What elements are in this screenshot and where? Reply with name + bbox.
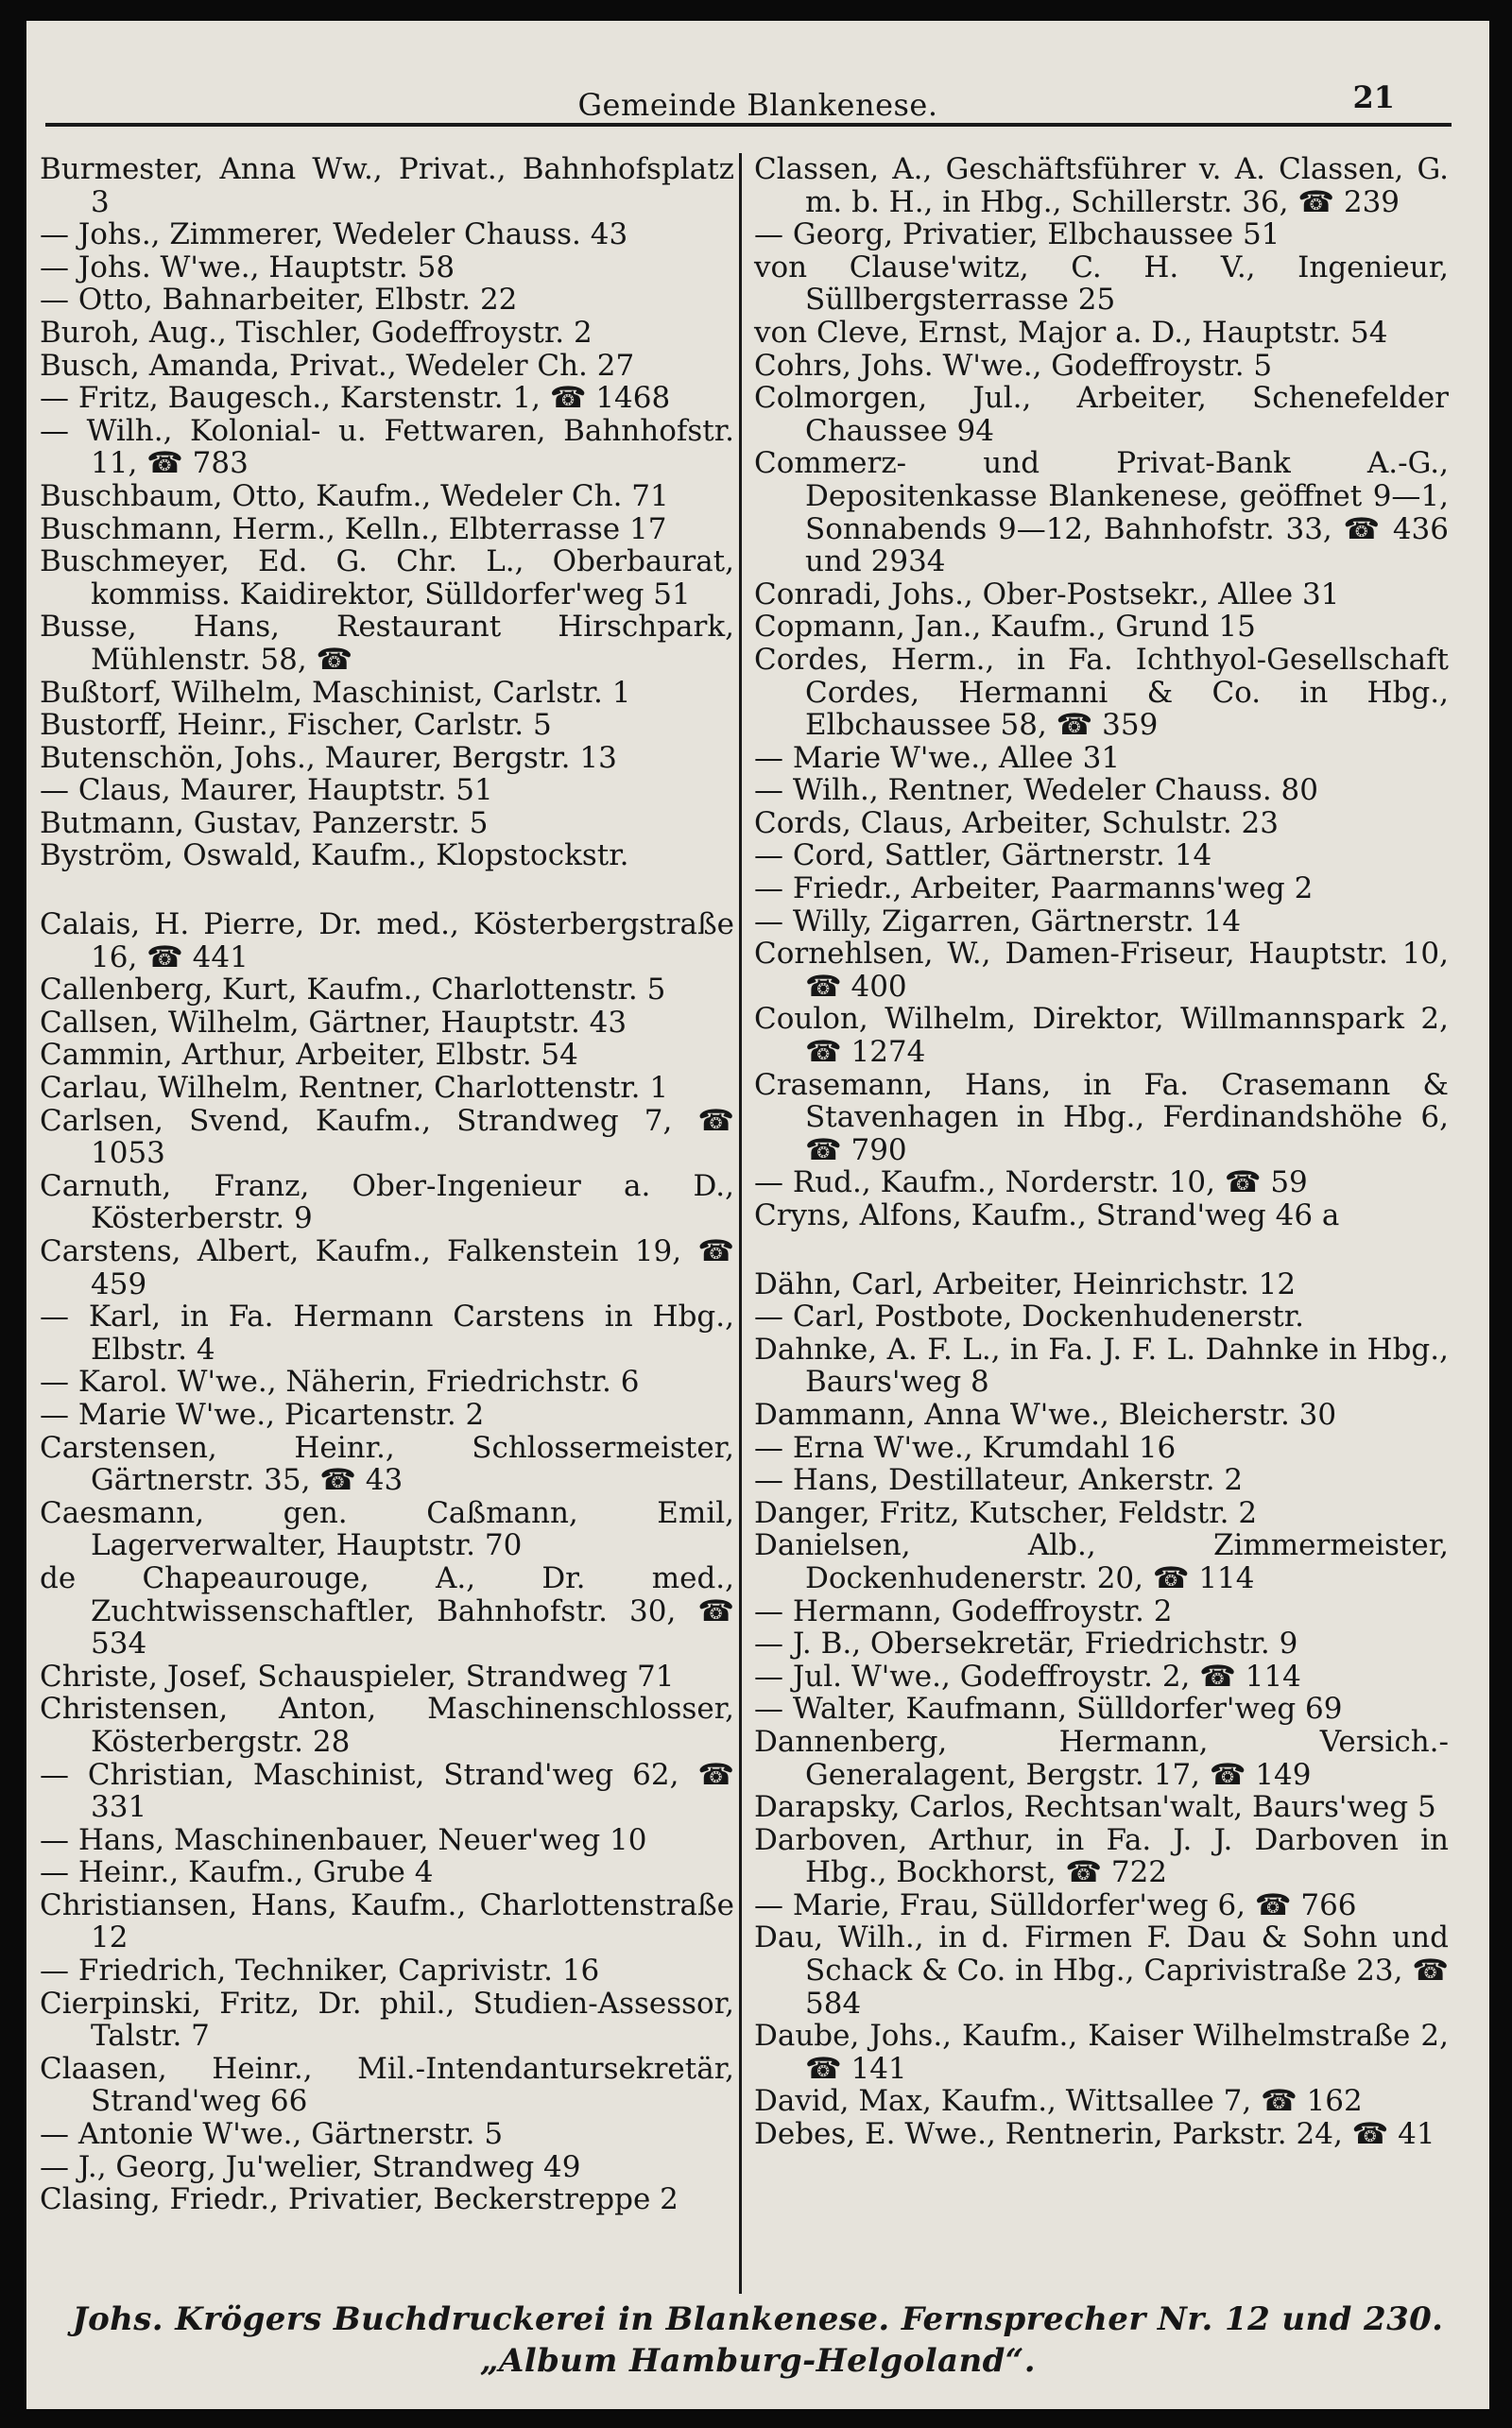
directory-page (26, 21, 1489, 2409)
directory-entry: Cammin, Arthur, Arbeiter, Elbstr. 54 (40, 1038, 578, 1073)
directory-entry: Crasemann, Hans, in Fa. Crasemann & Stavenhagen in Hbg., Ferdinandshöhe 6, ☎ 790 (754, 1067, 1449, 1167)
directory-entry: — Hermann, Godeffroystr. 2 (754, 1593, 1173, 1628)
directory-entry: Buschmann, Herm., Kelln., Elbterrasse 17 (40, 511, 667, 546)
directory-entry: Carstensen, Heinr., Schlossermeister, Gärtnerstr. 35, ☎ 43 (40, 1430, 734, 1498)
directory-entry: von Cleve, Ernst, Major a. D., Hauptstr. 54 (754, 315, 1388, 350)
directory-entry: — Friedrich, Techniker, Caprivistr. 16 (40, 1954, 600, 1989)
directory-entry: Darboven, Arthur, in Fa. J. J. Darboven in Hbg., Bockhorst, ☎ 722 (754, 1822, 1449, 1890)
directory-entry: Buschbaum, Otto, Kaufm., Wedeler Ch. 71 (40, 478, 669, 513)
directory-entry: — Johs. W'we., Hauptstr. 58 (40, 250, 455, 284)
directory-entry: — Willy, Zigarren, Gärtnerstr. 14 (754, 904, 1242, 938)
directory-entry: Bußtorf, Wilhelm, Maschinist, Carlstr. 1 (40, 675, 631, 710)
page-number: 21 (1352, 79, 1395, 115)
directory-entry: Danielsen, Alb., Zimmermeister, Dockenhudenerstr. 20, ☎ 114 (754, 1528, 1449, 1595)
directory-entry: Commerz- und Privat-Bank A.-G., Depositenkasse Blankenese, geöffnet 9—1, Sonnabends 9—12, Bahnhofstr. 33, ☎ 436 und 2934 (754, 446, 1449, 579)
directory-entry: Classen, A., Geschäftsführer v. A. Classen, G. m. b. H., in Hbg., Schillerstr. 36, ☎ 239 (754, 152, 1449, 219)
directory-entry: Bustorff, Heinr., Fischer, Carlstr. 5 (40, 708, 552, 743)
directory-entry: Dau, Wilh., in d. Firmen F. Dau & Sohn und Schack & Co. in Hbg., Caprivistraße 23, ☎ 584 (754, 1920, 1449, 2021)
directory-entry: Claasen, Heinr., Mil.-Intendantursekretär, Strand'weg 66 (40, 2051, 734, 2119)
directory-entry: Byström, Oswald, Kaufm., Klopstockstr. (40, 838, 629, 873)
directory-entry: Clasing, Friedr., Privatier, Beckerstreppe 2 (40, 2182, 679, 2217)
directory-entry: — Jul. W'we., Godeffroystr. 2, ☎ 114 (754, 1659, 1301, 1694)
directory-entry: Carlau, Wilhelm, Rentner, Charlottenstr. 1 (40, 1071, 669, 1106)
directory-entry: — Georg, Privatier, Elbchaussee 51 (754, 217, 1280, 252)
directory-entry: — Carl, Postbote, Dockenhudenerstr. (754, 1300, 1305, 1335)
directory-entry: — Marie W'we., Picartenstr. 2 (40, 1397, 485, 1432)
album-advert: „Album Hamburg-Helgoland“. (480, 2342, 1036, 2380)
directory-entry: — J., Georg, Ju'welier, Strandweg 49 (40, 2149, 581, 2184)
directory-entry: — Johs., Zimmerer, Wedeler Chauss. 43 (40, 217, 628, 252)
directory-entry: — Marie, Frau, Sülldorfer'weg 6, ☎ 766 (754, 1887, 1357, 1922)
directory-entry: Butmann, Gustav, Panzerstr. 5 (40, 805, 489, 840)
section-gap (40, 872, 734, 908)
directory-entry: — Heinr., Kaufm., Grube 4 (40, 1855, 434, 1890)
directory-entry: — Rud., Kaufm., Norderstr. 10, ☎ 59 (754, 1165, 1308, 1200)
directory-entry: Cornehlsen, W., Damen-Friseur, Hauptstr. 10, ☎ 400 (754, 937, 1449, 1004)
directory-entry: Carlsen, Svend, Kaufm., Strandweg 7, ☎ 1053 (40, 1103, 734, 1171)
header-rule (45, 123, 1452, 127)
directory-entry: Danger, Fritz, Kutscher, Feldstr. 2 (754, 1495, 1258, 1530)
left-column (40, 153, 734, 2216)
directory-entry: Dahnke, A. F. L., in Fa. J. F. L. Dahnke in Hbg., Baurs'weg 8 (754, 1332, 1449, 1400)
directory-entry: — Friedr., Arbeiter, Paarmanns'weg 2 (754, 871, 1314, 906)
directory-entry: de Chapeaurouge, A., Dr. med., Zuchtwissenschaftler, Bahnhofstr. 30, ☎ 534 (40, 1560, 734, 1662)
directory-entry: Coulon, Wilhelm, Direktor, Willmannspark 2, ☎ 1274 (754, 1002, 1449, 1070)
running-title: Gemeinde Blankenese. (577, 87, 938, 123)
directory-entry: Christe, Josef, Schauspieler, Strandweg 71 (40, 1659, 675, 1694)
directory-entry: Debes, E. Wwe., Rentnerin, Parkstr. 24, ☎ 41 (754, 2117, 1435, 2152)
directory-entry: Dähn, Carl, Arbeiter, Heinrichstr. 12 (754, 1266, 1297, 1301)
directory-entry: — Erna W'we., Krumdahl 16 (754, 1430, 1177, 1465)
directory-entry: — Wilh., Rentner, Wedeler Chauss. 80 (754, 773, 1318, 808)
directory-entry: Cohrs, Johs. W'we., Godeffroystr. 5 (754, 348, 1273, 383)
directory-entry: — Wilh., Kolonial- u. Fettwaren, Bahnhofstr. 11, ☎ 783 (40, 413, 734, 481)
directory-entry: Callsen, Wilhelm, Gärtner, Hauptstr. 43 (40, 1005, 627, 1040)
directory-entry: — Fritz, Baugesch., Karstenstr. 1, ☎ 1468 (40, 381, 671, 416)
directory-entry: — Walter, Kaufmann, Sülldorfer'weg 69 (754, 1692, 1343, 1727)
directory-entry: Calais, H. Pierre, Dr. med., Kösterbergstraße 16, ☎ 441 (40, 907, 734, 974)
printer-imprint: Johs. Krögers Buchdruckerei in Blankenese. Fernsprecher Nr. 12 und 230. (72, 2300, 1444, 2338)
directory-entry: Copmann, Jan., Kaufm., Grund 15 (754, 610, 1256, 645)
directory-entry: Buschmeyer, Ed. G. Chr. L., Oberbaurat, kommiss. Kaidirektor, Sülldorfer'weg 51 (40, 544, 734, 611)
page-footer (26, 2300, 1489, 2404)
directory-entry: Callenberg, Kurt, Kaufm., Charlottenstr. 5 (40, 973, 666, 1007)
directory-entry: Burmester, Anna Ww., Privat., Bahnhofsplatz 3 (40, 152, 734, 219)
directory-entry: Busch, Amanda, Privat., Wedeler Ch. 27 (40, 348, 635, 383)
section-gap (754, 1232, 1449, 1268)
directory-entry: Carnuth, Franz, Ober-Ingenieur a. D., Kösterberstr. 9 (40, 1168, 734, 1236)
directory-entry: Carstens, Albert, Kaufm., Falkenstein 19, ☎ 459 (40, 1234, 734, 1301)
directory-entry: — Cord, Sattler, Gärtnerstr. 14 (754, 838, 1212, 873)
directory-entry: David, Max, Kaufm., Wittsallee 7, ☎ 162 (754, 2084, 1363, 2119)
column-divider (739, 153, 742, 2294)
directory-entry: Conradi, Johs., Ober-Postsekr., Allee 31 (754, 577, 1340, 611)
directory-entry: — Karl, in Fa. Hermann Carstens in Hbg., Elbstr. 4 (40, 1300, 734, 1367)
directory-entry: — Antonie W'we., Gärtnerstr. 5 (40, 2117, 504, 2152)
directory-entry: Christiansen, Hans, Kaufm., Charlottenstraße 12 (40, 1887, 734, 1955)
directory-entry: — Claus, Maurer, Hauptstr. 51 (40, 773, 493, 808)
directory-entry: Dammann, Anna W'we., Bleicherstr. 30 (754, 1397, 1337, 1432)
directory-entry: — Karol. W'we., Näherin, Friedrichstr. 6 (40, 1365, 640, 1400)
directory-entry: Dannenberg, Hermann, Versich.-Generalagent, Bergstr. 17, ☎ 149 (754, 1724, 1449, 1792)
directory-entry: — Hans, Destillateur, Ankerstr. 2 (754, 1463, 1244, 1498)
directory-entry: — Otto, Bahnarbeiter, Elbstr. 22 (40, 283, 518, 318)
directory-entry: — Marie W'we., Allee 31 (754, 740, 1121, 775)
directory-entry: Colmorgen, Jul., Arbeiter, Schenefelder Chaussee 94 (754, 381, 1449, 448)
directory-entry: Darapsky, Carlos, Rechtsan'walt, Baurs'weg 5 (754, 1790, 1436, 1825)
directory-entry: Christensen, Anton, Maschinenschlosser, Kösterbergstr. 28 (40, 1692, 734, 1759)
directory-entry: Busse, Hans, Restaurant Hirschpark, Mühlenstr. 58, ☎ (40, 610, 734, 677)
directory-entry: von Clause'witz, C. H. V., Ingenieur, Süllbergsterrasse 25 (754, 250, 1449, 318)
directory-entry: Cords, Claus, Arbeiter, Schulstr. 23 (754, 805, 1279, 840)
directory-entry: Cierpinski, Fritz, Dr. phil., Studien-Assessor, Talstr. 7 (40, 1986, 734, 2054)
page-header (26, 21, 1489, 144)
directory-entry: Cordes, Herm., in Fa. Ichthyol-Gesellschaft Cordes, Hermanni & Co. in Hbg., Elbchaussee 58, ☎ 359 (754, 642, 1449, 743)
directory-entry: Cryns, Alfons, Kaufm., Strand'weg 46 a (754, 1198, 1340, 1232)
directory-entry: Daube, Johs., Kaufm., Kaiser Wilhelmstraße 2, ☎ 141 (754, 2019, 1449, 2086)
directory-entry: Butenschön, Johs., Maurer, Bergstr. 13 (40, 740, 617, 775)
right-column (754, 153, 1449, 2151)
directory-entry: Caesmann, gen. Caßmann, Emil, Lagerverwalter, Hauptstr. 70 (40, 1495, 734, 1563)
directory-entry: — Christian, Maschinist, Strand'weg 62, ☎ 331 (40, 1757, 734, 1825)
directory-entry: — Hans, Maschinenbauer, Neuer'weg 10 (40, 1822, 647, 1857)
directory-entry: — J. B., Obersekretär, Friedrichstr. 9 (754, 1627, 1298, 1662)
directory-entry: Buroh, Aug., Tischler, Godeffroystr. 2 (40, 315, 593, 350)
